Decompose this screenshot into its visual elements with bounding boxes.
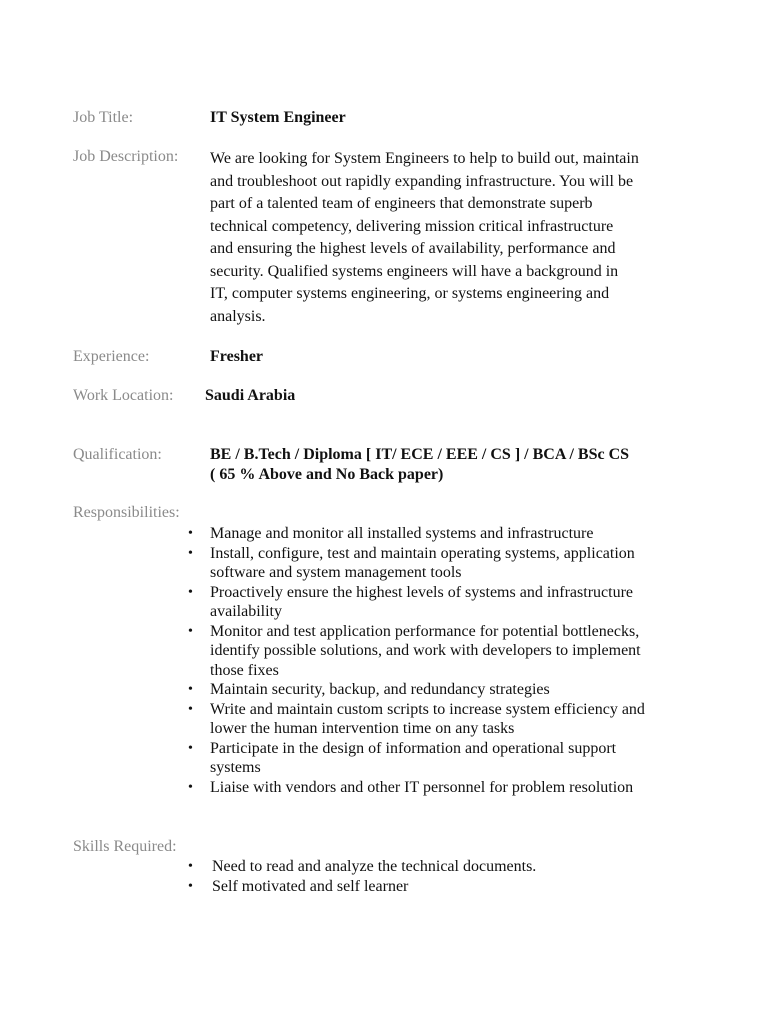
experience-value: Fresher — [210, 348, 264, 365]
list-item-line: availability — [210, 603, 282, 620]
job-description-text — [210, 148, 710, 328]
list-item-line: lower the human intervention time on any tasks — [210, 720, 515, 737]
qualification-line: ( 65 % Above and No Back paper) — [210, 466, 444, 483]
list-item — [188, 583, 728, 622]
list-item — [188, 544, 728, 583]
list-item-line: those fixes — [210, 661, 279, 679]
job-description-line: security. Qualified systems engineers will have a background in — [210, 262, 619, 280]
job-title-value: IT System Engineer — [210, 109, 346, 126]
bullet-icon: • — [188, 623, 193, 639]
list-item — [188, 622, 728, 681]
job-description-line: and ensuring the highest levels of availability, performance and — [210, 240, 616, 257]
skills-required-label: Skills Required: — [73, 838, 177, 855]
list-item — [188, 857, 728, 877]
qualification-line: BE / B.Tech / Diploma [ IT/ ECE / EEE / CS ] / BCA / BSc CS — [210, 446, 630, 463]
bullet-icon: • — [188, 859, 193, 874]
list-item — [188, 778, 728, 798]
list-item-line: systems — [210, 759, 261, 776]
bullet-icon: • — [188, 682, 193, 697]
job-description-label: Job Description: — [73, 148, 179, 165]
job-description-line: part of a talented team of engineers that demonstrate superb — [210, 195, 593, 212]
list-item-line: software and system management tools — [210, 564, 462, 581]
work-location-label: Work Location: — [73, 387, 174, 404]
bullet-icon: • — [188, 545, 193, 561]
job-title-label: Job Title: — [73, 109, 134, 126]
bullet-icon: • — [188, 584, 193, 600]
list-item — [188, 524, 728, 544]
list-item-line: Maintain security, backup, and redundancy strategies — [210, 681, 550, 698]
list-item-line: Liaise with vendors and other IT personnel for problem resolution — [210, 778, 634, 796]
responsibilities-label: Responsibilities: — [73, 504, 180, 521]
list-item-line: Write and maintain custom scripts to increase system efficiency and — [210, 700, 645, 718]
responsibilities-list — [188, 524, 728, 797]
experience-label: Experience: — [73, 348, 150, 365]
qualification-value — [210, 445, 629, 485]
list-item-line: Self motivated and self learner — [212, 877, 409, 895]
job-description-line: We are looking for System Engineers to help to build out, maintain — [210, 150, 639, 167]
bullet-icon: • — [188, 740, 193, 756]
list-item — [188, 877, 728, 897]
list-item-line: Participate in the design of information and operational support — [210, 739, 617, 757]
job-description-line: technical competency, delivering mission critical infrastructure — [210, 217, 614, 235]
work-location-value: Saudi Arabia — [205, 387, 296, 404]
list-item-line: Install, configure, test and maintain operating systems, application — [210, 544, 635, 562]
list-item-line: Need to read and analyze the technical documents. — [212, 858, 537, 875]
bullet-icon: • — [188, 701, 193, 717]
list-item-line: Manage and monitor all installed systems and infrastructure — [210, 525, 594, 542]
list-item-line: Monitor and test application performance for potential bottlenecks, — [210, 622, 640, 640]
list-item — [188, 700, 728, 739]
job-description-line: and troubleshoot out rapidly expanding infrastructure. You will be — [210, 172, 634, 190]
bullet-icon: • — [188, 526, 193, 541]
qualification-label: Qualification: — [73, 446, 162, 463]
bullet-icon: • — [188, 878, 193, 894]
list-item — [188, 739, 728, 778]
job-description-line: IT, computer systems engineering, or systems engineering and — [210, 285, 610, 302]
skills-required-list — [188, 857, 728, 896]
list-item-line: Proactively ensure the highest levels of systems and infrastructure — [210, 583, 633, 601]
job-description-line: analysis. — [210, 307, 266, 325]
list-item-line: identify possible solutions, and work with developers to implement — [210, 642, 641, 659]
list-item — [188, 680, 728, 700]
bullet-icon: • — [188, 779, 193, 795]
